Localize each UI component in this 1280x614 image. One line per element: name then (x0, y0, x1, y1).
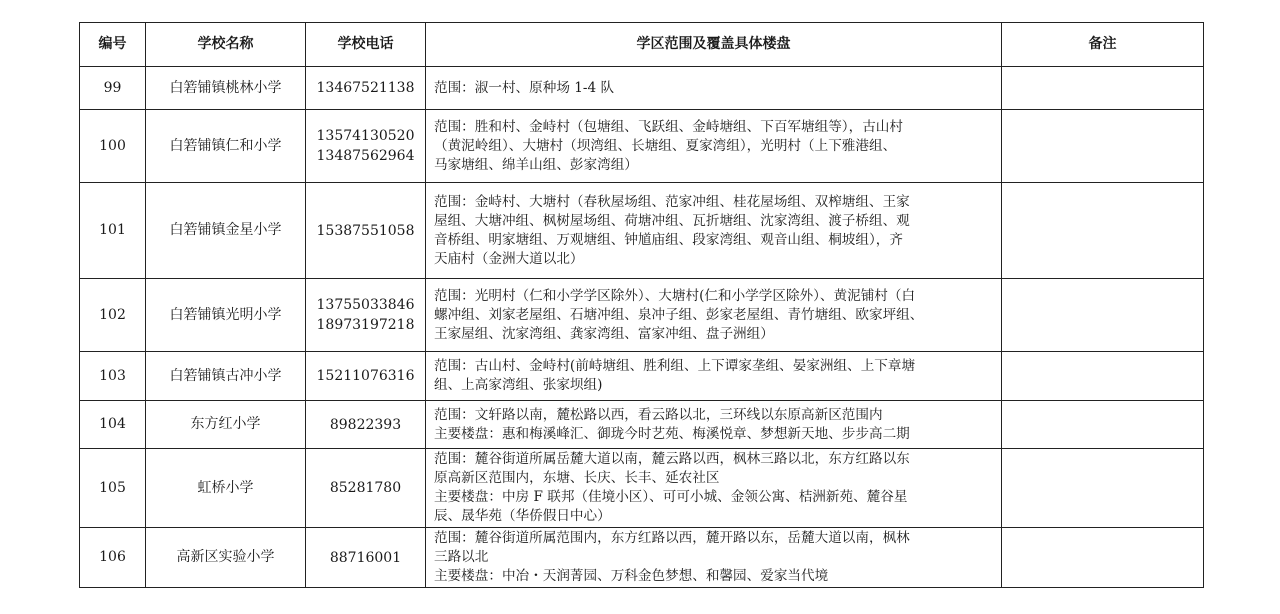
row-remark (1002, 183, 1204, 279)
scope-line: 原高新区范围内，东塘、长庆、长丰、延农社区 (434, 470, 720, 486)
header-school-name: 学校名称 (146, 23, 306, 67)
scope-line: 辰、晟华苑（华侨假日中心） (434, 508, 611, 524)
row-school-name: 东方红小学 (146, 401, 306, 449)
row-phone (306, 67, 426, 110)
scope-line: 范围：麓谷街道所属岳麓大道以南，麓云路以西，枫林三路以北，东方红路以东 (434, 451, 910, 467)
scope-line: （黄泥岭组）、大塘村（坝湾组、长塘组、夏家湾组），光明村（上下雅港组、 (434, 137, 897, 154)
row-school-name: 高新区实验小学 (146, 528, 306, 588)
school-district-table (79, 22, 1204, 588)
header-number: 编号 (80, 23, 146, 67)
header-remark: 备注 (1002, 23, 1204, 67)
row-remark (1002, 528, 1204, 588)
scope-line: 马家塘组、绵羊山组、彭家湾组） (434, 156, 638, 173)
scope-line: 主要楼盘：惠和梅溪峰汇、御珑今时艺苑、梅溪悦章、梦想新天地、步步高二期 (434, 425, 910, 442)
scope-line: 王家屋组、沈家湾组、龚家湾组、富家冲组、盘子洲组） (434, 325, 774, 342)
row-scope (426, 110, 1002, 183)
row-school-name: 白箬铺镇光明小学 (146, 279, 306, 352)
row-phone (306, 449, 426, 528)
row-number: 100 (80, 110, 146, 183)
row-phone (306, 401, 426, 449)
row-school-name: 白箬铺镇古冲小学 (146, 352, 306, 401)
scope-line: 范围：金峙村、大塘村（春秋屋场组、范家冲组、桂花屋场组、双榨塘组、王家 (434, 193, 910, 210)
phone-number: 15211076316 (316, 368, 415, 384)
table-row (80, 183, 1204, 279)
header-school-phone: 学校电话 (306, 23, 426, 67)
row-number: 106 (80, 528, 146, 588)
scope-line: 屋组、大塘冲组、枫树屋场组、荷塘冲组、瓦折塘组、沈家湾组、渡子桥组、观 (434, 212, 910, 229)
phone-number: 89822393 (329, 416, 402, 433)
scope-line: 主要楼盘：中房 F 联邦（佳境小区）、可可小城、金领公寓、桔洲新苑、麓谷星 (434, 489, 908, 505)
row-phone (306, 352, 426, 401)
scope-line: 范围：胜和村、金峙村（包塘组、飞跃组、金峙塘组、下百军塘组等），古山村 (434, 118, 903, 135)
scope-line: 范围：文轩路以南，麓松路以西，看云路以北，三环线以东原高新区范围内 (434, 406, 883, 423)
row-phone (306, 183, 426, 279)
row-phone (306, 110, 426, 183)
row-number: 105 (80, 449, 146, 528)
row-remark (1002, 401, 1204, 449)
scope-line: 范围：光明村（仁和小学学区除外）、大塘村(仁和小学学区除外）、黄泥铺村（白 (434, 287, 916, 304)
row-remark (1002, 67, 1204, 110)
scope-line: 螺冲组、刘家老屋组、石塘冲组、泉冲子组、彭家老屋组、青竹塘组、欧家坪组、 (434, 306, 924, 323)
scope-line: 天庙村（金洲大道以北） (434, 250, 584, 267)
table-header-row (80, 23, 1204, 67)
row-remark (1002, 279, 1204, 352)
row-scope (426, 449, 1002, 528)
row-scope (426, 528, 1002, 588)
scope-line: 范围：麓谷街道所属范围内，东方红路以西，麓开路以东，岳麓大道以南，枫林 (434, 530, 910, 546)
row-number: 101 (80, 183, 146, 279)
phone-number: 13487562964 (316, 148, 415, 164)
row-scope (426, 279, 1002, 352)
row-scope (426, 401, 1002, 449)
table-row (80, 352, 1204, 401)
row-school-name: 白箬铺镇金星小学 (146, 183, 306, 279)
row-scope (426, 183, 1002, 279)
header-district-scope: 学区范围及覆盖具体楼盘 (426, 23, 1002, 67)
table-row (80, 67, 1204, 110)
row-school-name: 白箬铺镇桃林小学 (146, 67, 306, 110)
row-number: 102 (80, 279, 146, 352)
row-school-name: 虹桥小学 (146, 449, 306, 528)
row-scope (426, 67, 1002, 110)
row-remark (1002, 352, 1204, 401)
phone-number: 18973197218 (316, 317, 415, 333)
table-row (80, 110, 1204, 183)
table-row (80, 279, 1204, 352)
scope-line: 三路以北 (434, 549, 489, 565)
row-phone (306, 528, 426, 588)
table-row (80, 449, 1204, 528)
table-row (80, 528, 1204, 588)
scope-line: 范围：淑一村、原种场 1-4 队 (434, 79, 615, 96)
table-row (80, 401, 1204, 449)
row-phone (306, 279, 426, 352)
phone-number: 88716001 (329, 549, 402, 566)
row-number: 99 (80, 67, 146, 110)
scope-line: 范围：古山村、金峙村(前峙塘组、胜利组、上下谭家垄组、晏家洲组、上下章塘 (434, 358, 916, 374)
scope-line: 主要楼盘：中冶・天润菁园、万科金色梦想、和馨园、爱家当代境 (434, 568, 829, 584)
scope-line: 组、上高家湾组、张家坝组) (434, 377, 603, 393)
scope-line: 音桥组、明家塘组、万观塘组、钟馗庙组、段家湾组、观音山组、桐坡组），齐 (434, 231, 903, 248)
row-remark (1002, 110, 1204, 183)
phone-number: 15387551058 (316, 222, 415, 239)
row-remark (1002, 449, 1204, 528)
row-number: 103 (80, 352, 146, 401)
phone-number: 85281780 (329, 480, 402, 496)
phone-number: 13467521138 (316, 80, 415, 96)
phone-number: 13755033846 (316, 297, 415, 313)
phone-number: 13574130520 (316, 128, 415, 144)
row-number: 104 (80, 401, 146, 449)
row-scope (426, 352, 1002, 401)
row-school-name: 白箬铺镇仁和小学 (146, 110, 306, 183)
